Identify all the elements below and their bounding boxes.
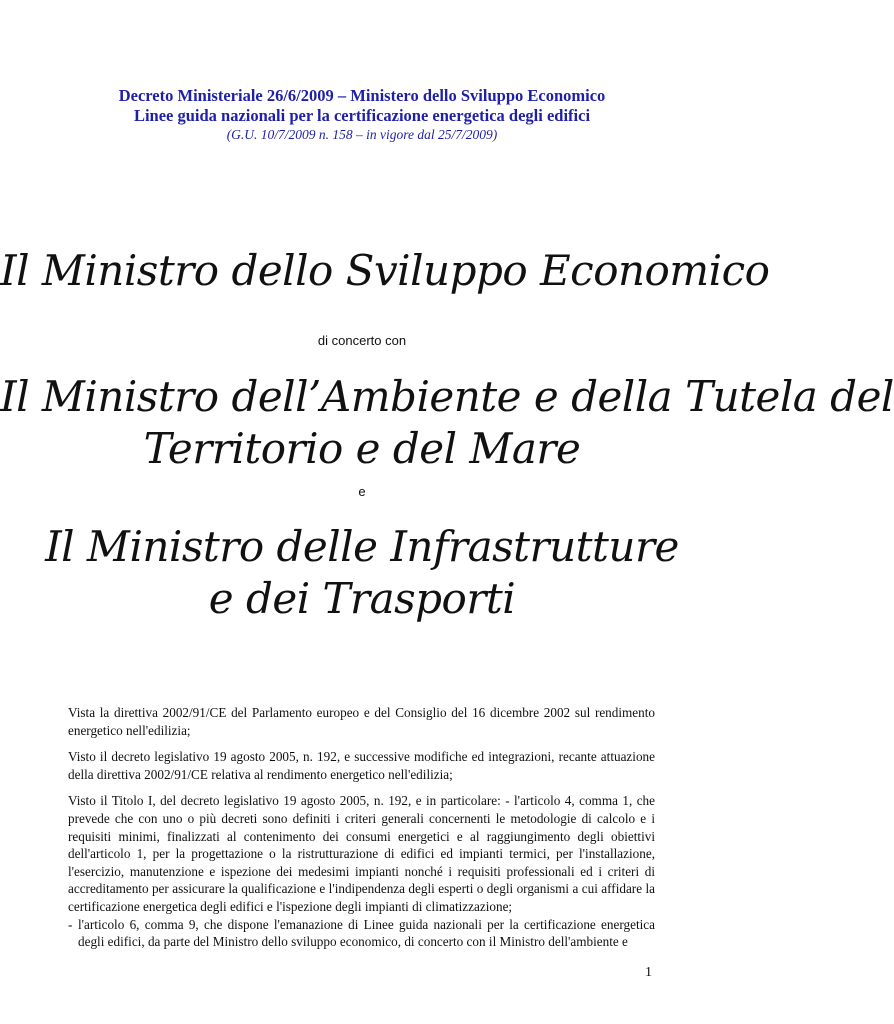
- list-item-article-6: [68, 916, 655, 951]
- paragraph-title-i: Visto il Titolo I, del decreto legislativo 19 agosto 2005, n. 192, e in particolare: - l'articolo 4, comma 1, che prevede che con uno o più decreti sono definiti i criteri generali concernenti le metodologie di calcolo e i requisiti minimi, finalizzati al contenimento dei consumi energetici e al raggiungimento degli obiettivi dell'articolo 1, per la progettazione o la ristrutturazione di edifici ed impianti termici, per l'installazione, l'esercizio, manutenzione e ispezione dei medesimi impianti nonché i requisiti professionali ed i criteri di accreditamento per assicurare la qualificazione e l'indipendenza degli esperti o degli organismi a cui affidare la certificazione energetica degli edifici e l'ispezione degli impianti di climatizzazione;: [68, 793, 655, 914]
- paragraph-directive: Vista la direttiva 2002/91/CE del Parlamento europeo e del Consiglio del 16 dicembre 2002 sul rendimento energetico nell'edilizia;: [68, 705, 655, 738]
- connector-e: e: [358, 484, 366, 499]
- connector-di-concerto: di concerto con: [317, 333, 407, 348]
- minister-environment-line2: Territorio e del Mare: [143, 424, 581, 473]
- document-body: [68, 704, 655, 951]
- minister-infrastructure-line2: e dei Trasporti: [208, 574, 516, 623]
- gazette-reference: (G.U. 10/7/2009 n. 158 – in vigore dal 25/7/2009): [226, 127, 498, 142]
- dash-marker: -: [68, 916, 73, 932]
- minister-infrastructure-line1: Il Ministro delle Infrastrutture: [45, 522, 679, 571]
- list-item-text: l'articolo 6, comma 9, che dispone l'emanazione di Linee guida nazionali per la certificazione energetica degli edifici, da parte del Ministro dello sviluppo economico, di concerto con il Ministro dell'ambiente e: [78, 916, 655, 950]
- decree-subtitle: Linee guida nazionali per la certificazione energetica degli edifici: [133, 106, 591, 125]
- minister-economic-development: Il Ministro dello Sviluppo Economico: [0, 246, 770, 295]
- minister-environment-line1: Il Ministro dell’Ambiente e della Tutela del: [0, 372, 894, 421]
- paragraph-decree-192: Visto il decreto legislativo 19 agosto 2005, n. 192, e successive modifiche ed integrazioni, recante attuazione della direttiva 2002/91/CE relativa al rendimento energetico nell'edilizia;: [68, 749, 655, 782]
- document-header: [0, 86, 724, 143]
- page-number: 1: [645, 965, 652, 980]
- decree-title: Decreto Ministeriale 26/6/2009 – Ministero dello Sviluppo Economico: [118, 86, 606, 105]
